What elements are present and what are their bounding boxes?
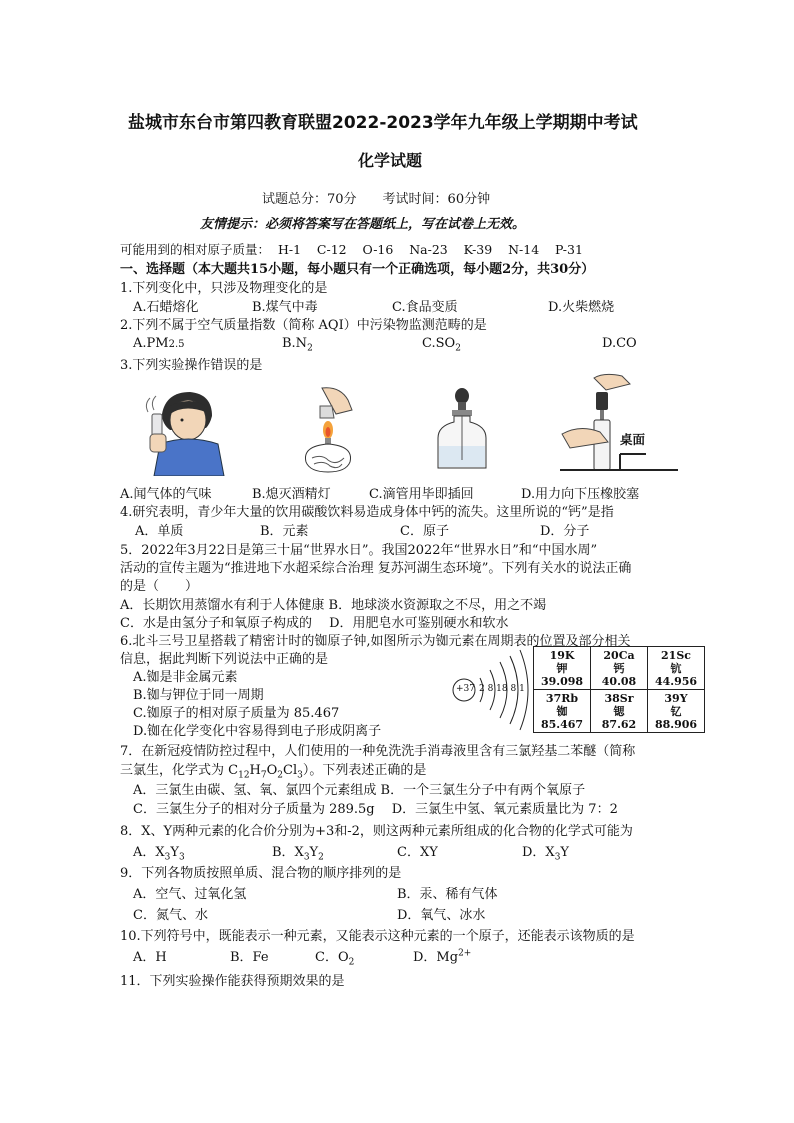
- q3-option-b: B.熄灭酒精灯: [252, 487, 331, 502]
- exam-info: 试题总分：70分 考试时间：60分钟: [262, 192, 491, 207]
- q5-options-ab: A．长期饮用蒸馏水有利于人体健康 B．地球淡水资源取之不尽，用之不竭: [120, 598, 547, 613]
- q4-option-b: B．元素: [260, 524, 309, 539]
- q1-option-c: C.食品变质: [392, 300, 458, 315]
- q3-stem: 3.下列实验操作错误的是: [120, 358, 263, 373]
- atom-shells-label: 2 8 18 8 1: [479, 684, 525, 694]
- element-cell-k: 19K 钾 39.098: [534, 647, 591, 690]
- q2-option-d: D.CO: [602, 336, 637, 351]
- q3-option-d: D.用力向下压橡胶塞: [521, 487, 640, 502]
- q8-option-a: A．$X_3Y_3$: [133, 845, 185, 863]
- q10-option-a: A．H: [133, 950, 167, 965]
- q1-option-b: B.煤气中毒: [252, 300, 318, 315]
- q7-options-cd: C．三氯生分子的相对分子质量为 289.5g D．三氯生中氢、氧元素质量比为 7：2: [133, 802, 618, 817]
- smelling-gas-illustration: [140, 384, 230, 476]
- q8-option-b: B．$X_3Y_2$: [272, 845, 324, 863]
- extinguishing-lamp-illustration: [292, 384, 362, 476]
- periodic-table-excerpt: [533, 646, 705, 733]
- q10-option-c: C．$O_2$: [315, 950, 355, 968]
- q1-option-a: A.石蜡熔化: [133, 300, 199, 315]
- pressing-stopper-illustration: [560, 372, 680, 476]
- q5-line3: 的是（ ）: [120, 579, 199, 594]
- q4-option-c: C．原子: [400, 524, 449, 539]
- q5-options-cd: C．水是由氢分子和氧原子构成的 D．用肥皂水可鉴别硬水和软水: [120, 616, 509, 631]
- q9-option-d: D．氧气、冰水: [397, 908, 486, 923]
- q7-line1: 7．在新冠疫情防控过程中，人们使用的一种免洗洗手消毒液里含有三氯羟基二苯醚（简称: [120, 744, 636, 759]
- element-cell-sr: 38Sr 锶 87.62: [591, 690, 648, 733]
- q5-line1: 5．2022年3月22日是第三十届“世界水日”。我国2022年“世界水日”和“中国水周”: [120, 543, 598, 558]
- section-heading: 一、选择题（本大题共15小题，每小题只有一个正确选项，每小题2分，共30分）: [120, 262, 595, 277]
- q10-option-d: D．$Mg^{2+}$: [413, 948, 472, 965]
- q6-option-d: D.铷在化学变化中容易得到电子形成阴离子: [133, 724, 382, 739]
- q5-line2: 活动的宣传主题为“推进地下水超采综合治理 复苏河湖生态环境”。下列有关水的说法正确: [120, 561, 632, 576]
- q4-stem: 4.研究表明，青少年大量的饮用碳酸饮料易造成身体中钙的流失。这里所说的“钙”是指: [120, 505, 614, 520]
- table-row: [534, 690, 705, 733]
- q2-option-c: $C.SO_2$: [422, 336, 461, 354]
- q1-stem: 1.下列变化中，只涉及物理变化的是: [120, 281, 328, 296]
- q1-option-d: D.火柴燃烧: [548, 300, 615, 315]
- q9-stem: 9．下列各物质按照单质、混合物的顺序排列的是: [120, 866, 402, 881]
- exam-title: 盐城市东台市第四教育联盟2022-2023学年九年级上学期期中考试: [128, 113, 638, 133]
- exam-tip: 友情提示：必须将答案写在答题纸上，写在试卷上无效。: [200, 217, 526, 232]
- exam-subtitle: 化学试题: [358, 151, 423, 170]
- q3-option-a: A.闻气体的气味: [120, 487, 212, 502]
- element-cell-y: 39Y 钇 88.906: [648, 690, 705, 733]
- q7-line2: 三氯生，化学式为 $C_{12}H_7O_2Cl_3$）。下列表述正确的是: [120, 763, 427, 781]
- atom-nucleus-label: +37: [456, 684, 475, 694]
- element-cell-rb: 37Rb 铷 85.467: [534, 690, 591, 733]
- q8-option-d: D．$X_3Y$: [522, 845, 570, 863]
- element-cell-ca: 20Ca 钙 40.08: [591, 647, 648, 690]
- atomic-masses: 可能用到的相对原子质量： H-1 C-12 O-16 Na-23 K-39 N-14 P-31: [120, 242, 583, 257]
- q9-option-c: C．氮气、水: [133, 908, 208, 923]
- q6-line2: 信息，据此判断下列说法中正确的是: [120, 652, 329, 667]
- element-cell-sc: 21Sc 钪 44.956: [648, 647, 705, 690]
- q2-stem: 2.下列不属于空气质量指数（简称 AQI）中污染物监测范畴的是: [120, 318, 487, 333]
- q11-stem: 11．下列实验操作能获得预期效果的是: [120, 974, 345, 989]
- q9-option-b: B．汞、稀有气体: [397, 887, 498, 902]
- desk-label: 桌面: [620, 432, 646, 447]
- q6-option-a: A.铷是非金属元素: [133, 670, 238, 685]
- q10-option-b: B．Fe: [230, 950, 269, 965]
- q2-option-a: A.PM2.5: [133, 336, 185, 351]
- q6-option-c: C.铷原子的相对原子质量为 85.467: [133, 706, 340, 721]
- q6-line1: 6.北斗三号卫星搭载了精密计时的铷原子钟,如图所示为铷元素在周期表的位置及部分相关: [120, 634, 631, 649]
- q10-stem: 10.下列符号中，既能表示一种元素，又能表示这种元素的一个原子，还能表示该物质的是: [120, 929, 635, 944]
- q3-option-c: C.滴管用毕即插回: [369, 487, 474, 502]
- q8-option-c: C．XY: [397, 845, 438, 860]
- q4-option-d: D．分子: [540, 524, 590, 539]
- dropper-bottle-illustration: [432, 388, 492, 474]
- q8-stem: 8．X、Y两种元素的化合价分别为+3和-2，则这两种元素所组成的化合物的化学式可能为: [120, 824, 633, 839]
- table-row: [534, 647, 705, 690]
- q2-option-b: $B.N_2$: [282, 336, 313, 354]
- q7-options-ab: A．三氯生由碳、氢、氧、氯四个元素组成 B．一个三氯生分子中有两个氧原子: [133, 783, 586, 798]
- q9-option-a: A．空气、过氧化氢: [133, 887, 247, 902]
- q6-option-b: B.铷与钾位于同一周期: [133, 688, 264, 703]
- q4-option-a: A．单质: [135, 524, 184, 539]
